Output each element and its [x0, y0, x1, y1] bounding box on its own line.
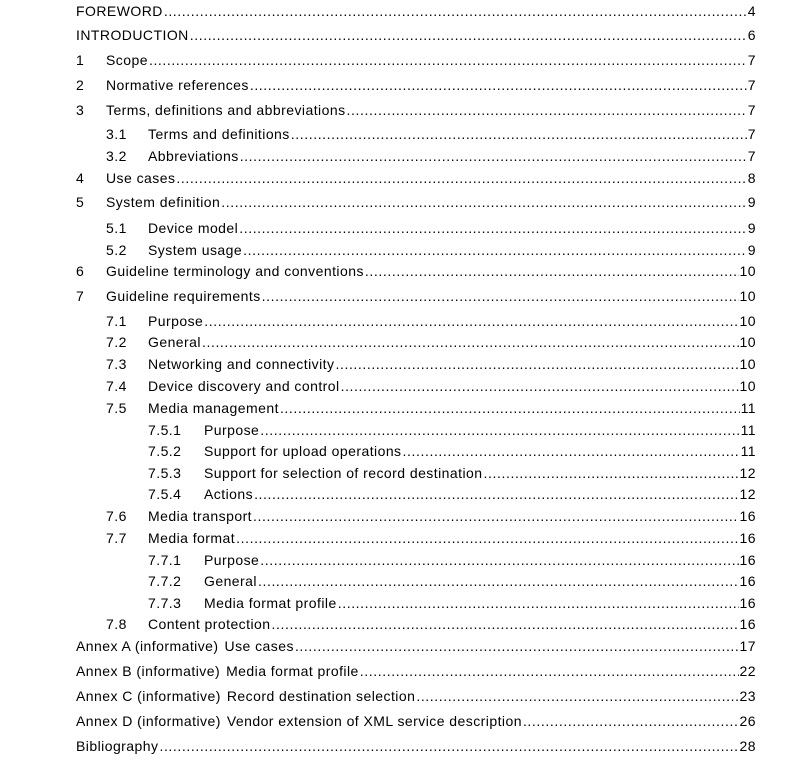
- dot-leader: [190, 25, 747, 45]
- toc-entry-page: 10: [739, 313, 756, 329]
- dot-leader: [360, 661, 739, 681]
- toc-entry-number: Annex C (informative): [76, 688, 221, 704]
- toc-entry-page: 7: [747, 126, 756, 142]
- toc-entry-page: 28: [739, 738, 756, 754]
- toc-entry-page: 16: [739, 508, 756, 524]
- toc-entry-number: 7.5.2: [148, 443, 182, 459]
- dot-leader: [260, 420, 739, 440]
- toc-entry-page: 10: [739, 263, 756, 279]
- toc-entry-title: Media format profile: [204, 595, 337, 611]
- toc-entry-number: 7.5: [106, 400, 127, 416]
- dot-leader: [295, 636, 739, 656]
- toc-entry-7-1[interactable]: [106, 311, 756, 331]
- toc-entry-page: 10: [739, 356, 756, 372]
- toc-entry-number: 2: [76, 77, 85, 93]
- toc-entry-title: Support for upload operations: [204, 443, 402, 459]
- toc-entry-number: 7.5.4: [148, 486, 182, 502]
- toc-entry-page: 10: [739, 378, 756, 394]
- toc-entry-annex-c[interactable]: [76, 686, 756, 706]
- toc-entry-number: 7.5.3: [148, 465, 182, 481]
- toc-entry-7-5[interactable]: [106, 398, 756, 418]
- toc-entry-page: 7: [747, 77, 756, 93]
- toc-entry-5-1[interactable]: [106, 218, 756, 238]
- dot-leader: [338, 593, 739, 613]
- dot-leader: [176, 168, 746, 188]
- toc-entry-7-5-2[interactable]: [148, 441, 756, 461]
- toc-entry-number: 6: [76, 263, 85, 279]
- dot-leader: [335, 354, 738, 374]
- dot-leader: [365, 261, 739, 281]
- toc-entry-number: Annex D (informative): [76, 713, 221, 729]
- dot-leader: [164, 1, 747, 21]
- toc-entry-title: Media format profile: [226, 663, 359, 679]
- dot-leader: [202, 332, 739, 352]
- toc-entry-number: 7.7.1: [148, 552, 182, 568]
- dot-leader: [523, 711, 739, 731]
- toc-entry-4[interactable]: [76, 168, 756, 188]
- toc-entry-title: Purpose: [204, 422, 260, 438]
- toc-entry-title: INTRODUCTION: [76, 27, 189, 43]
- toc-entry-title: Use cases: [106, 170, 176, 186]
- toc-entry-number: 3.2: [106, 148, 127, 164]
- toc-entry-title: Scope: [106, 52, 148, 68]
- toc-entry-title: Actions: [204, 486, 254, 502]
- toc-entry-3-2[interactable]: [106, 146, 756, 166]
- dot-leader: [403, 441, 740, 461]
- toc-entry-bibliography[interactable]: [76, 736, 756, 756]
- toc-entry-title: Terms and definitions: [148, 126, 290, 142]
- toc-entry-page: 11: [740, 443, 756, 459]
- toc-entry-number: 7.4: [106, 378, 127, 394]
- toc-entry-page: 16: [739, 595, 756, 611]
- toc-entry-7-5-3[interactable]: [148, 463, 756, 483]
- toc-entry-number: 3: [76, 102, 85, 118]
- toc-entry-title: System definition: [106, 194, 221, 210]
- toc-entry-number: 7.7.2: [148, 573, 182, 589]
- toc-entry-7[interactable]: [76, 286, 756, 306]
- dot-leader: [347, 100, 747, 120]
- toc-entry-annex-d[interactable]: [76, 711, 756, 731]
- toc-entry-7-7-2[interactable]: [148, 571, 756, 591]
- toc-entry-title: Media format: [148, 530, 236, 546]
- toc-entry-title: Media management: [148, 400, 279, 416]
- toc-entry-page: 4: [747, 3, 756, 19]
- toc-entry-number: 7.3: [106, 356, 127, 372]
- toc-entry-number: 7.7: [106, 530, 127, 546]
- toc-entry-title: Terms, definitions and abbreviations: [106, 102, 346, 118]
- toc-entry-title: Content protection: [148, 616, 271, 632]
- toc-entry-3[interactable]: [76, 100, 756, 120]
- toc-entry-title: Bibliography: [76, 738, 159, 754]
- toc-entry-7-6[interactable]: [106, 506, 756, 526]
- dot-leader: [258, 571, 739, 591]
- toc-entry-page: 7: [747, 52, 756, 68]
- dot-leader: [272, 614, 739, 634]
- toc-entry-page: 7: [747, 102, 756, 118]
- toc-entry-page: 8: [747, 170, 756, 186]
- toc-entry-number: 7.1: [106, 313, 127, 329]
- toc-entry-title: Abbreviations: [148, 148, 239, 164]
- dot-leader: [260, 550, 738, 570]
- toc-entry-7-5-4[interactable]: [148, 484, 756, 504]
- toc-entry-page: 11: [740, 400, 756, 416]
- dot-leader: [243, 240, 747, 260]
- toc-entry-page: 17: [739, 638, 756, 654]
- toc-entry-number: 3.1: [106, 126, 127, 142]
- dot-leader: [221, 192, 746, 212]
- toc-entry-number: 7.2: [106, 334, 127, 350]
- toc-entry-number: 7.5.1: [148, 422, 182, 438]
- toc-entry-number: Annex B (informative): [76, 663, 221, 679]
- toc-entry-title: Media transport: [148, 508, 253, 524]
- toc-entry-number: 5: [76, 194, 85, 210]
- toc-entry-page: 11: [740, 422, 756, 438]
- toc-entry-page: 6: [747, 27, 756, 43]
- toc-entry-page: 23: [739, 688, 756, 704]
- toc-entry-page: 12: [739, 465, 756, 481]
- toc-entry-2[interactable]: [76, 75, 756, 95]
- toc-entry-page: 16: [739, 573, 756, 589]
- toc-entry-annex-a[interactable]: [76, 636, 756, 656]
- toc-entry-5-2[interactable]: [106, 240, 756, 260]
- dot-leader: [254, 484, 738, 504]
- toc-entry-page: 9: [747, 220, 756, 236]
- toc-entry-number: 1: [76, 52, 85, 68]
- dot-leader: [159, 736, 738, 756]
- toc-entry-number: 7.6: [106, 508, 127, 524]
- dot-leader: [341, 376, 739, 396]
- toc-entry-title: Record destination selection: [226, 688, 416, 704]
- dot-leader: [236, 528, 738, 548]
- toc-entry-title: FOREWORD: [76, 3, 163, 19]
- toc-entry-title: Normative references: [106, 77, 249, 93]
- dot-leader: [149, 50, 747, 70]
- toc-entry-7-8[interactable]: [106, 614, 756, 634]
- toc-entry-page: 10: [739, 334, 756, 350]
- toc-entry-introduction[interactable]: [76, 25, 756, 45]
- toc-entry-title: General: [148, 334, 201, 350]
- dot-leader: [253, 506, 738, 526]
- toc-entry-page: 26: [739, 713, 756, 729]
- toc-entry-title: Use cases: [224, 638, 294, 654]
- dot-leader: [280, 398, 740, 418]
- toc-entry-page: 16: [739, 530, 756, 546]
- toc-entry-page: 9: [747, 242, 756, 258]
- toc-entry-page: 16: [739, 552, 756, 568]
- toc-entry-5[interactable]: [76, 192, 756, 212]
- toc-entry-page: 12: [739, 486, 756, 502]
- toc-entry-foreword[interactable]: [76, 1, 756, 21]
- toc-entry-page: 22: [739, 663, 756, 679]
- toc-entry-7-3[interactable]: [106, 354, 756, 374]
- dot-leader: [262, 286, 739, 306]
- toc-entry-page: 10: [739, 288, 756, 304]
- toc-entry-number: 5.1: [106, 220, 127, 236]
- toc-entry-number: 4: [76, 170, 85, 186]
- dot-leader: [484, 463, 739, 483]
- dot-leader: [239, 218, 747, 238]
- dot-leader: [204, 311, 738, 331]
- toc-entry-3-1[interactable]: [106, 124, 756, 144]
- dot-leader: [250, 75, 747, 95]
- toc-entry-title: Device discovery and control: [148, 378, 340, 394]
- toc-entry-title: Guideline requirements: [106, 288, 261, 304]
- toc-entry-page: 7: [747, 148, 756, 164]
- toc-entry-7-4[interactable]: [106, 376, 756, 396]
- toc-entry-7-7[interactable]: [106, 528, 756, 548]
- toc-entry-7-7-3[interactable]: [148, 593, 756, 613]
- toc-entry-annex-b[interactable]: [76, 661, 756, 681]
- toc-entry-title: Guideline terminology and conventions: [106, 263, 364, 279]
- toc-entry-number: 7: [76, 288, 85, 304]
- toc-entry-7-2[interactable]: [106, 332, 756, 352]
- toc-entry-page: 9: [747, 194, 756, 210]
- toc-entry-title: Networking and connectivity: [148, 356, 335, 372]
- toc-entry-title: Purpose: [148, 313, 204, 329]
- dot-leader: [416, 686, 738, 706]
- toc-entry-1[interactable]: [76, 50, 756, 70]
- toc-entry-title: Support for selection of record destination: [204, 465, 483, 481]
- toc-entry-6[interactable]: [76, 261, 756, 281]
- dot-leader: [240, 146, 747, 166]
- toc-entry-number: 7.8: [106, 616, 127, 632]
- toc-entry-number: Annex A (informative): [76, 638, 219, 654]
- toc-entry-title: Purpose: [204, 552, 260, 568]
- toc-entry-7-7-1[interactable]: [148, 550, 756, 570]
- toc-entry-title: Vendor extension of XML service description: [226, 713, 522, 729]
- toc-entry-page: 16: [739, 616, 756, 632]
- toc-entry-number: 5.2: [106, 242, 127, 258]
- toc-entry-7-5-1[interactable]: [148, 420, 756, 440]
- toc-entry-title: Device model: [148, 220, 239, 236]
- toc-entry-title: System usage: [148, 242, 243, 258]
- dot-leader: [291, 124, 747, 144]
- toc-entry-number: 7.7.3: [148, 595, 182, 611]
- toc-entry-title: General: [204, 573, 257, 589]
